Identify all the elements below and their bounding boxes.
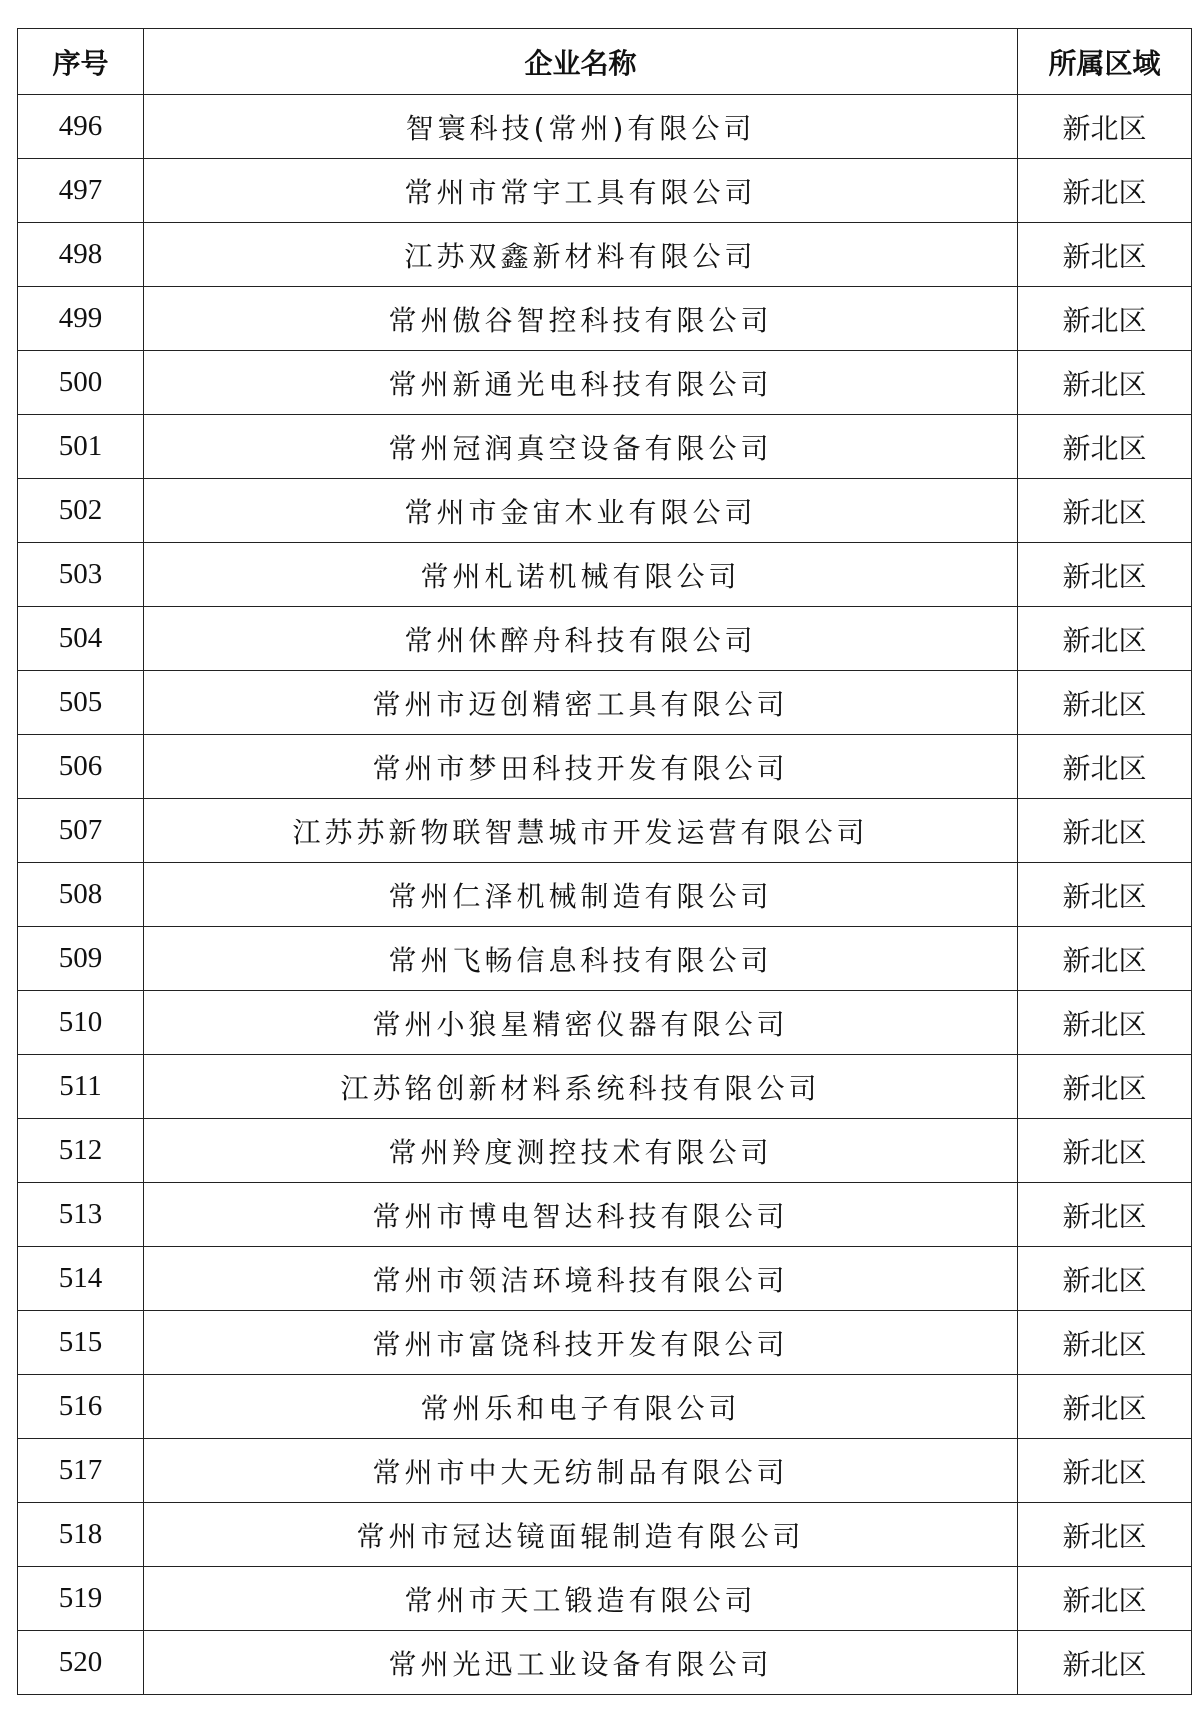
header-region: 所属区域 [1018,29,1192,95]
serial-number-cell: 510 [18,991,144,1055]
company-name-cell: 常州市冠达镜面辊制造有限公司 [144,1503,1018,1567]
serial-number-cell: 515 [18,1311,144,1375]
serial-number-cell: 498 [18,223,144,287]
company-name-cell: 常州札诺机械有限公司 [144,543,1018,607]
serial-number-cell: 505 [18,671,144,735]
table-row [18,1631,1192,1695]
company-name-cell: 常州飞畅信息科技有限公司 [144,927,1018,991]
table-row [18,1247,1192,1311]
region-cell: 新北区 [1018,863,1192,927]
table-row [18,1375,1192,1439]
table-row [18,1183,1192,1247]
table-row [18,479,1192,543]
serial-number-cell: 508 [18,863,144,927]
region-cell: 新北区 [1018,991,1192,1055]
serial-number-cell: 507 [18,799,144,863]
header-serial-number: 序号 [18,29,144,95]
serial-number-cell: 504 [18,607,144,671]
serial-number-cell: 497 [18,159,144,223]
serial-number-cell: 511 [18,1055,144,1119]
company-name-cell: 常州羚度测控技术有限公司 [144,1119,1018,1183]
company-name-cell: 常州市梦田科技开发有限公司 [144,735,1018,799]
company-name-cell: 江苏苏新物联智慧城市开发运营有限公司 [144,799,1018,863]
region-cell: 新北区 [1018,927,1192,991]
region-cell: 新北区 [1018,287,1192,351]
serial-number-cell: 517 [18,1439,144,1503]
company-name-cell: 常州休醉舟科技有限公司 [144,607,1018,671]
company-name-cell: 智寰科技(常州)有限公司 [144,95,1018,159]
serial-number-cell: 502 [18,479,144,543]
company-name-cell: 常州新通光电科技有限公司 [144,351,1018,415]
company-name-cell: 常州光迅工业设备有限公司 [144,1631,1018,1695]
region-cell: 新北区 [1018,1311,1192,1375]
region-cell: 新北区 [1018,1183,1192,1247]
company-name-cell: 常州市迈创精密工具有限公司 [144,671,1018,735]
region-cell: 新北区 [1018,735,1192,799]
enterprise-table [17,28,1192,1695]
table-row [18,415,1192,479]
table-row [18,991,1192,1055]
table-row [18,1503,1192,1567]
serial-number-cell: 519 [18,1567,144,1631]
company-name-cell: 江苏双鑫新材料有限公司 [144,223,1018,287]
serial-number-cell: 503 [18,543,144,607]
table-row [18,799,1192,863]
header-company-name: 企业名称 [144,29,1018,95]
region-cell: 新北区 [1018,671,1192,735]
serial-number-cell: 500 [18,351,144,415]
table-body [18,95,1192,1695]
table-row [18,1439,1192,1503]
serial-number-cell: 520 [18,1631,144,1695]
table-row [18,1119,1192,1183]
company-name-cell: 常州市富饶科技开发有限公司 [144,1311,1018,1375]
region-cell: 新北区 [1018,351,1192,415]
table-row [18,95,1192,159]
table-row [18,159,1192,223]
table-row [18,927,1192,991]
serial-number-cell: 506 [18,735,144,799]
table-row [18,671,1192,735]
serial-number-cell: 514 [18,1247,144,1311]
serial-number-cell: 496 [18,95,144,159]
company-name-cell: 常州仁泽机械制造有限公司 [144,863,1018,927]
region-cell: 新北区 [1018,1439,1192,1503]
company-name-cell: 常州市博电智达科技有限公司 [144,1183,1018,1247]
header-row [18,29,1192,95]
region-cell: 新北区 [1018,223,1192,287]
table-row [18,607,1192,671]
region-cell: 新北区 [1018,1631,1192,1695]
region-cell: 新北区 [1018,415,1192,479]
table-row [18,735,1192,799]
serial-number-cell: 501 [18,415,144,479]
region-cell: 新北区 [1018,95,1192,159]
region-cell: 新北区 [1018,1055,1192,1119]
serial-number-cell: 516 [18,1375,144,1439]
table-row [18,287,1192,351]
table-row [18,1567,1192,1631]
serial-number-cell: 513 [18,1183,144,1247]
region-cell: 新北区 [1018,479,1192,543]
table-row [18,1055,1192,1119]
region-cell: 新北区 [1018,607,1192,671]
company-name-cell: 常州市中大无纺制品有限公司 [144,1439,1018,1503]
table-row [18,863,1192,927]
table-header [18,29,1192,95]
company-name-cell: 常州小狼星精密仪器有限公司 [144,991,1018,1055]
region-cell: 新北区 [1018,1375,1192,1439]
serial-number-cell: 499 [18,287,144,351]
company-name-cell: 常州市金宙木业有限公司 [144,479,1018,543]
table-row [18,543,1192,607]
serial-number-cell: 518 [18,1503,144,1567]
region-cell: 新北区 [1018,1119,1192,1183]
company-name-cell: 常州市领洁环境科技有限公司 [144,1247,1018,1311]
serial-number-cell: 512 [18,1119,144,1183]
region-cell: 新北区 [1018,543,1192,607]
region-cell: 新北区 [1018,1503,1192,1567]
region-cell: 新北区 [1018,1247,1192,1311]
company-name-cell: 常州冠润真空设备有限公司 [144,415,1018,479]
company-name-cell: 常州市常宇工具有限公司 [144,159,1018,223]
region-cell: 新北区 [1018,799,1192,863]
region-cell: 新北区 [1018,159,1192,223]
table-row [18,223,1192,287]
company-name-cell: 常州乐和电子有限公司 [144,1375,1018,1439]
serial-number-cell: 509 [18,927,144,991]
region-cell: 新北区 [1018,1567,1192,1631]
company-name-cell: 江苏铭创新材料系统科技有限公司 [144,1055,1018,1119]
company-name-cell: 常州傲谷智控科技有限公司 [144,287,1018,351]
table-row [18,351,1192,415]
company-name-cell: 常州市天工锻造有限公司 [144,1567,1018,1631]
table-row [18,1311,1192,1375]
